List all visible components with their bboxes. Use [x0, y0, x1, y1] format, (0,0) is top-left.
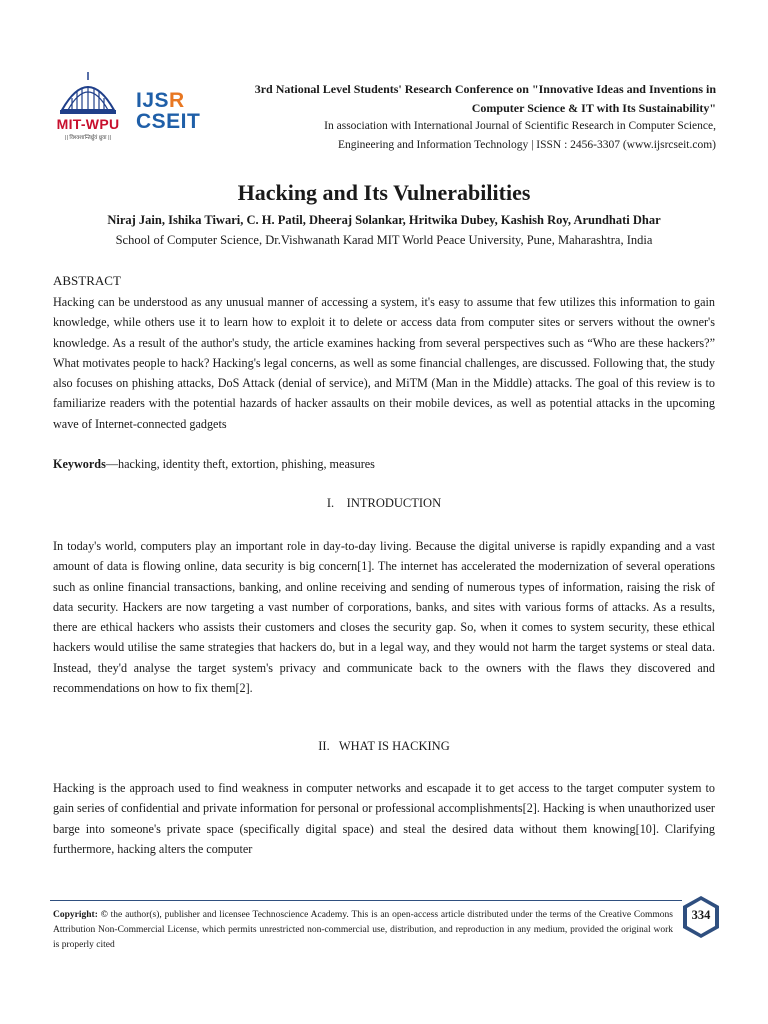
copyright-label: Copyright: © — [53, 910, 108, 920]
copyright-text: the author(s), publisher and licensee Technoscience Academy. This is an open-access article distributed under the terms of the Creative Commons Attribution Non-Commercial License, which permits unrestricted non-commercial use, distribution, and reproduction in any medium, provided the original work is properly cited — [53, 910, 673, 950]
section-heading-what-is-hacking: II. WHAT IS HACKING — [318, 739, 450, 753]
conference-line-1: 3rd National Level Students' Research Conference on "Innovative Ideas and Inventions in — [254, 82, 716, 96]
dome-icon — [56, 70, 120, 118]
keywords-label: Keywords — [53, 457, 106, 471]
paper-affiliation: School of Computer Science, Dr.Vishwanath Karad MIT World Peace University, Pune, Maharashtra, India — [115, 233, 653, 247]
paper-title: Hacking and Its Vulnerabilities — [237, 180, 531, 205]
keywords — [53, 454, 715, 474]
mit-wpu-motto: || विश्वशान्तिर्ध्रुवं ध्रुवा || — [65, 135, 111, 141]
ijsr-logo-top: IJSR — [136, 89, 185, 112]
association-line-1: In association with International Journal of Scientific Research in Computer Science, — [324, 120, 716, 132]
page-number-badge — [681, 895, 721, 939]
conference-line-2: Computer Science & IT with Its Sustainability" — [471, 100, 716, 115]
page-number: 334 — [691, 908, 711, 922]
abstract-text: Hacking can be understood as any unusual manner of accessing a system, it's easy to assume that few utilizes this information to gain knowledge, while others use it to learn how to exploit it to delete or access data from computer sites or servers without the owner's knowledge. As a result of the author's study, the article examines hacking from several perspectives such as “Who are these hackers?” What motivates people to hack? Hacking's legal concerns, as well as some financial challenges, are discussed. Following that, the study also focuses on phishing attacks, DoS Attack (denial of service), and MiTM (Man in the Middle) attacks. The goal of this review is to familiarize readers with the potential hazards of hacker assaults on their mobile devices, as well as potential attacks in the upcoming wave of Internet-connected gadgets — [53, 295, 715, 431]
abstract-heading: ABSTRACT — [53, 273, 121, 288]
paper-authors: Niraj Jain, Ishika Tiwari, C. H. Patil, Dheeraj Solankar, Hritwika Dubey, Kashish Roy, Arundhati Dhar — [107, 213, 661, 227]
ijsr-logo-bottom: CSEIT — [136, 110, 201, 133]
copyright-notice — [53, 908, 673, 953]
introduction-text: In today's world, computers play an important role in day-to-day living. Because the digital universe is rapidly expanding and a vast amount of data is flowing online, data security is big concern[1]. The internet has accelerated the modernization of several operations such as online financial transactions, banking, and online receiving and sending of numerous types of information, raising the risk of data security. Hackers are now targeting a vast number of corporations, banks, and sites with various forms of attacks. As a results, there are ethical hackers who assists their customers and closes the security gap. So, when it comes to system security, these ethical hackers would utilise the same strategies that hackers do, but in a legal way, and they would not harm the target systems or steal data. Instead, they'd analyse the target system's privacy and communicate back to the owners with the flaws they discovered and recommendations on how to fix them[2]. — [53, 539, 715, 696]
section-heading-introduction: I. INTRODUCTION — [326, 496, 442, 510]
mit-wpu-name: MIT-WPU — [56, 116, 120, 132]
keywords-list: —hacking, identity theft, extortion, phishing, measures — [105, 457, 375, 471]
mit-wpu-logo — [50, 70, 126, 150]
footer-rule — [50, 900, 682, 901]
what-is-hacking-text: Hacking is the approach used to find weakness in computer networks and escapade it to get access to the target computer system to gain series of confidential and private information for personal or professional accomplishments[2]. Hacking is when unauthorized user barge into someone's private space (specifically digital space) and steal the desired data without them knowing[10]. Clarifying furthermore, hacking alters the computer — [53, 781, 715, 856]
ijsr-cseit-logo — [136, 90, 226, 140]
header-logos — [50, 70, 225, 150]
conference-header — [216, 80, 716, 154]
association-line-2: Engineering and Information Technology | ISSN : 2456-3307 (www.ijsrcseit.com) — [337, 138, 716, 151]
